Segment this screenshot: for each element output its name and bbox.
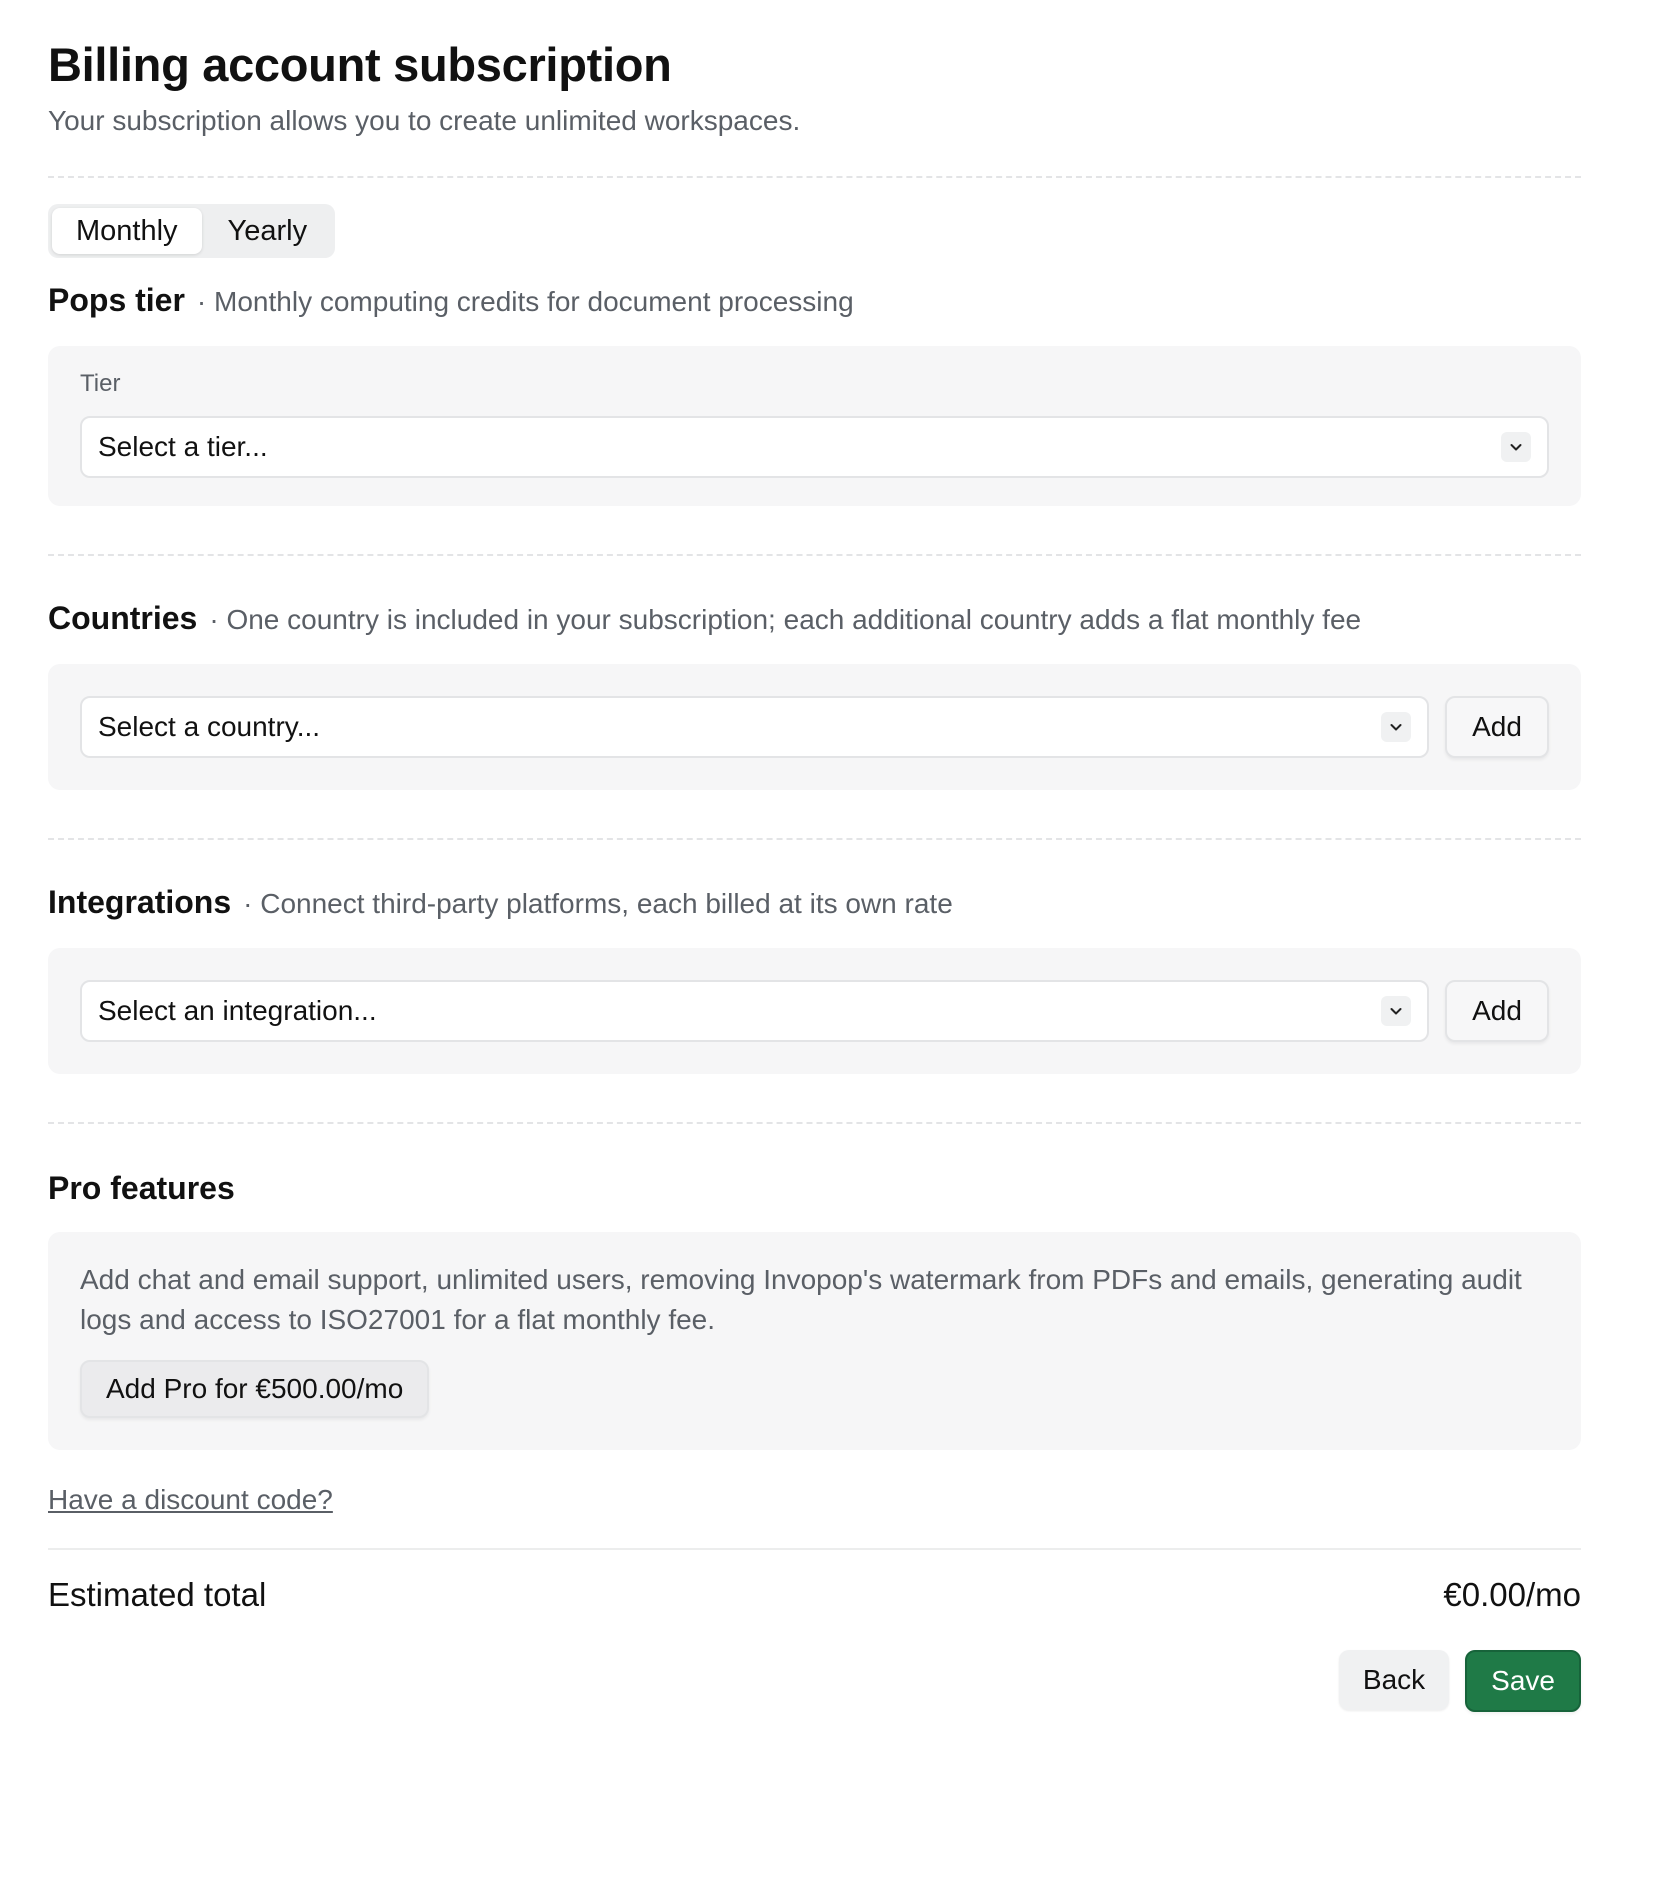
page-title: Billing account subscription [48, 38, 672, 91]
footer-actions [48, 1650, 1581, 1712]
integrations-panel [48, 948, 1581, 1074]
discount-code-link[interactable]: Have a discount code? [48, 1484, 333, 1515]
countries-panel [48, 664, 1581, 790]
pro-features-title: Pro features [48, 1170, 235, 1206]
monthly-option[interactable]: Monthly [52, 208, 202, 254]
countries-description: · One country is included in your subscription; each additional country adds a flat monthly fee [209, 604, 1362, 635]
divider [48, 554, 1581, 556]
country-select-placeholder: Select a country... [98, 711, 321, 742]
tier-select[interactable] [80, 416, 1549, 478]
add-country-button[interactable]: Add [1445, 696, 1549, 758]
country-select[interactable] [80, 696, 1429, 758]
integrations-row [80, 980, 1549, 1042]
integrations-description: · Connect third-party platforms, each billed at its own rate [243, 888, 953, 919]
divider [48, 838, 1581, 840]
billing-period-toggle [48, 204, 335, 258]
discount-row [48, 1482, 1581, 1518]
back-button[interactable]: Back [1339, 1650, 1449, 1710]
divider [48, 176, 1581, 178]
total-row [48, 1576, 1581, 1614]
save-button[interactable]: Save [1465, 1650, 1581, 1712]
add-pro-button[interactable]: Add Pro for €500.00/mo [80, 1360, 429, 1418]
total-divider [48, 1548, 1581, 1550]
estimated-total-value: €0.00/mo [1443, 1576, 1581, 1613]
pops-tier-panel [48, 346, 1581, 506]
pro-features-description: Add chat and email support, unlimited users, removing Invopop's watermark from PDFs and emails, generating audit logs and access to ISO27001 for a flat monthly fee. [80, 1264, 1522, 1335]
billing-subscription-page [48, 36, 1581, 1712]
countries-heading [48, 598, 1581, 640]
pro-features-panel [48, 1232, 1581, 1450]
countries-row [80, 696, 1549, 758]
countries-title: Countries [48, 600, 198, 636]
estimated-total-label: Estimated total [48, 1576, 267, 1613]
tier-select-placeholder: Select a tier... [98, 431, 268, 462]
add-integration-button[interactable]: Add [1445, 980, 1549, 1042]
pops-tier-title: Pops tier [48, 282, 185, 318]
chevron-down-icon [1501, 432, 1531, 462]
pops-tier-description: · Monthly computing credits for document processing [196, 286, 854, 317]
pro-features-heading [48, 1168, 1581, 1208]
yearly-option[interactable]: Yearly [227, 215, 308, 247]
integration-select[interactable] [80, 980, 1429, 1042]
chevron-down-icon [1381, 712, 1411, 742]
page-subtitle: Your subscription allows you to create unlimited workspaces. [48, 105, 801, 136]
tier-field-label: Tier [80, 370, 121, 397]
integration-select-placeholder: Select an integration... [98, 995, 377, 1026]
chevron-down-icon [1381, 996, 1411, 1026]
pops-tier-heading [48, 280, 1581, 322]
integrations-heading [48, 882, 1581, 924]
integrations-title: Integrations [48, 884, 232, 920]
divider [48, 1122, 1581, 1124]
